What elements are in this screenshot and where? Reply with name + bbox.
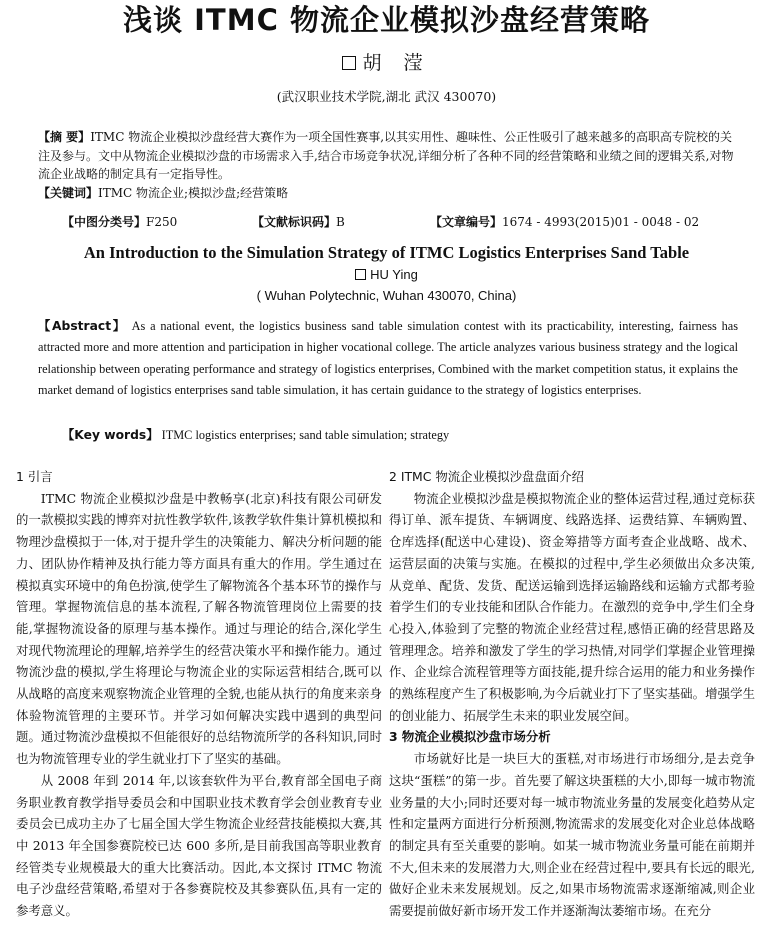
affiliation-en: ( Wuhan Polytechnic, Wuhan 430070, China): [256, 288, 517, 303]
author-cn: [0, 50, 773, 76]
classification-row: [62, 213, 742, 231]
author-en-box-icon: [355, 269, 366, 280]
abstract-en-label: 【Abstract】: [38, 319, 127, 333]
abstract-en-text: As a national event, the logistics business sand table simulation contest with its practicability, interesting, fairness has attracted more and more attention and participation in higher vocational college. The article analyzes various business strategy and the logical relationship between operating performance and strategy of logistics enterprises, Combined with the market competition status, it explains the market demand of logistics enterprises sand table simulation, it has certain guidance to the strategy of logistics enterprises.: [38, 319, 739, 397]
section-1-paragraph-1: ITMC 物流企业模拟沙盘是中教畅享(北京)科技有限公司研发的一款模拟实践的博弈对抗性教学软件,该教学软件集计算机模拟和物理沙盘模拟于一体,对于提升学生的决策能力、解决分析问题的能力、团队协作精神及执行能力等方面具有重大的作用。学生通过在模拟真实环境中的角色扮演,使学生了解物流各个基本环节的操作与管理。掌握物流信息的基本流程,了解各物流管理岗位上需要的技能,掌握物流设备的原理与基本操作。通过与理论的结合,深化学生对现代物流理论的理解,培养学生的经营决策水平和操作能力。通过物流沙盘的模拟,学生将理论与物流企业的实际运营相结合,既可以从战略的高度来观察物流企业管理的全貌,也能从执行的角度来亲身体验物流管理的主要环节。并学习如何解决实践中遇到的典型问题。通过物流沙盘模拟不但能很好的总结物流所学的各科知识,同时也为物流管理专业的学生就业打下了坚实的基础。: [16, 490, 382, 767]
section-3-heading: 3 物流企业模拟沙盘市场分析: [389, 729, 551, 745]
clc-label: 【中图分类号】: [62, 215, 147, 229]
keywords-cn-text: ITMC 物流企业;模拟沙盘;经营策略: [98, 185, 289, 200]
section-2-paragraph-1: 物流企业模拟沙盘是模拟物流企业的整体运营过程,通过竞标获得订单、派车提货、车辆调度、线路选择、运费结算、车辆购置、仓库选择(配送中心建设)、资金筹措等方面考查企业战略、战术、运营层面的决策与实施。在模拟的过程中,学生必须做出众多决策,从竞单、配货、发货、配送运输到选择运输路线和运输方式都考验着学生们的专业技能和团队合作能力。在激烈的竞争中,学生们全身心投入,体验到了完整的物流企业经营过程,感悟正确的经营思路及管理理念。培养和激发了学生的学习热情,对同学们掌握企业管理操作、企业综合流程管理等方面技能,提升综合运用的能力和业务操作的熟练程度产生了积极影响,为今后就业打下了坚实基础。增强学生的创业能力、拓展学生未来的职业发展空间。: [389, 490, 755, 723]
affiliation-cn: (武汉职业技术学院,湖北 武汉 430070): [276, 89, 497, 104]
article-number-label: 【文章编号】: [430, 215, 503, 229]
paper-title-en: An Introduction to the Simulation Strategy of ITMC Logistics Enterprises Sand Table: [83, 243, 690, 262]
author-name-en: HU Ying: [370, 267, 418, 282]
doc-code-value: B: [336, 215, 345, 229]
paper-title-cn: 浅谈 ITMC 物流企业模拟沙盘经营策略: [123, 3, 650, 37]
body-column-right: [389, 466, 755, 922]
doc-code-label: 【文献标识码】: [252, 215, 337, 229]
section-2-heading: 2 ITMC 物流企业模拟沙盘盘面介绍: [389, 469, 585, 484]
section-1-paragraph-2: 从 2008 年到 2014 年,以该套软件为平台,教育部全国电子商务职业教育教学指导委员会和中国职业技术教育学会创业教育专业委员会已成功主办了七届全国大学生物流企业经营技能模拟大赛,其中 2013 年全国参赛院校已达 600 多所,是目前我国高等职业教育经管类专业规模最大的重大比赛活动。因此,本文探讨 ITMC 物流电子沙盘经营策略,希望对于各参赛院校及其参赛队伍,具有一定的参考意义。: [16, 772, 382, 919]
keywords-en: [62, 426, 742, 444]
section-3-paragraph-1: 市场就好比是一块巨大的蛋糕,对市场进行市场细分,是去竞争这块“蛋糕”的第一步。首先要了解这块蛋糕的大小,即每一城市物流业务量的大小;同时还要对每一城市物流业务量的发展变化趋势从定性和定量两方面进行分析预测,物流需求的发展变化对企业总体战略的制定具有至关重要的影响。如某一城市物流业务量可能在前期并不大,但未来的发展潜力大,则企业在经营过程中,要具有长远的眼光,做好企业未来发展规划。反之,如果市场物流需求逐渐缩减,则企业需要提前做好新市场开发工作并逐渐淘汰萎缩市场。在充分: [389, 751, 755, 919]
abstract-cn: [38, 128, 738, 202]
clc-value: F250: [146, 215, 178, 229]
abstract-cn-label: 【摘 要】: [38, 130, 91, 144]
abstract-en: [38, 316, 738, 401]
article-number-value: 1674 - 4993(2015)01 - 0048 - 02: [502, 215, 700, 229]
body-column-left: [16, 466, 382, 922]
keywords-cn-label: 【关键词】: [38, 185, 99, 200]
author-en: [0, 266, 773, 284]
keywords-en-text: ITMC logistics enterprises; sand table simulation; strategy: [161, 428, 450, 442]
author-box-icon: [342, 56, 356, 70]
abstract-cn-text: ITMC 物流企业模拟沙盘经营大赛作为一项全国性赛事,以其实用性、趣味性、公正性吸引了越来越多的高职高专院校的关注及参与。文中从物流企业模拟沙盘的市场需求入手,结合市场竞争状况,详细分析了各种不同的经营策略和业绩之间的逻辑关系,对物流企业战略的制定具有一定指导性。: [38, 130, 734, 181]
author-name-cn: 胡 滢: [362, 52, 431, 74]
keywords-en-label: 【Key words】: [62, 428, 159, 442]
section-1-heading: 1 引言: [16, 469, 53, 484]
